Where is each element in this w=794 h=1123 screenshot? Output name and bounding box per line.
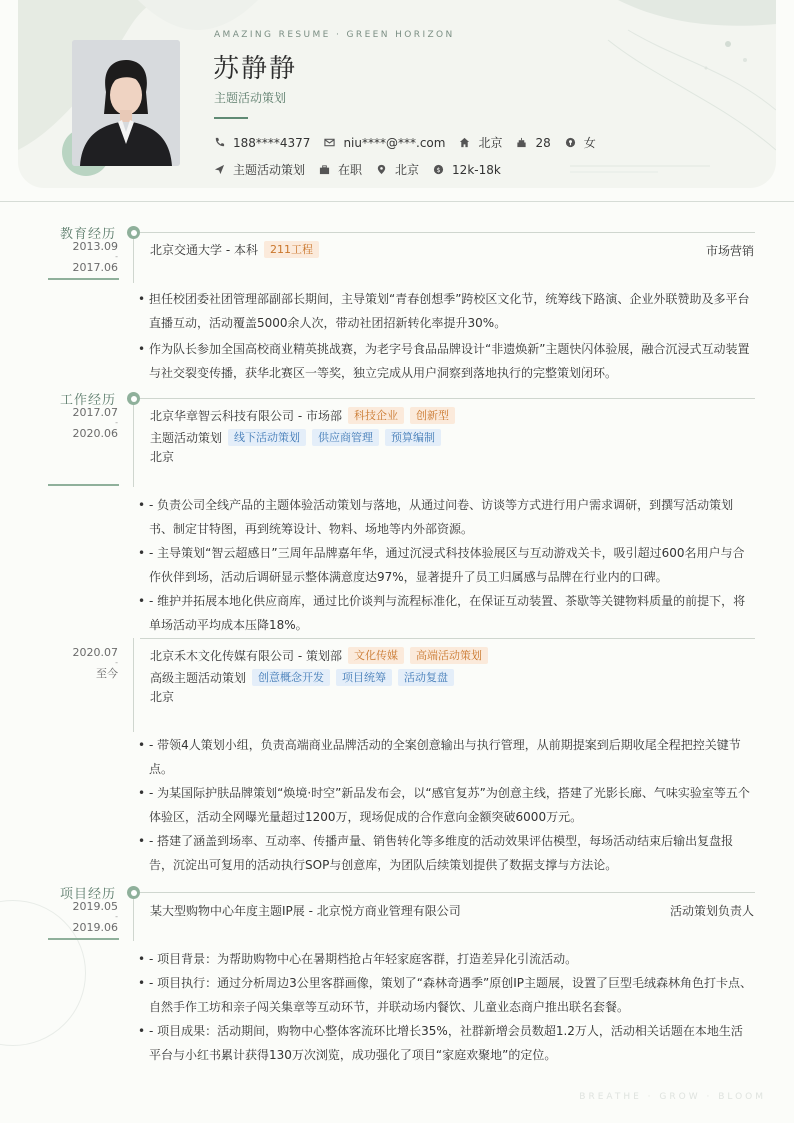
list-item: • - 项目成果：活动期间，购物中心整体客流环比增长35%，社群新增会员数超1.2万人，活动相关话题在本地生活平台与小红书累计获得130万次浏览，成功强化了项目“家庭欢聚地”的定位。 (138, 1019, 753, 1067)
list-item: • - 项目背景：为帮助购物中心在暑期档抢占年轻家庭客群，打造差异化引流活动。 (138, 947, 753, 971)
date-separator: - (115, 252, 118, 261)
timeline-hline (140, 638, 755, 639)
education-major: 市场营销 (705, 244, 754, 258)
phone-value: 188****4377 (233, 135, 311, 150)
intent-city-item (376, 161, 419, 178)
job1-bullets (138, 493, 753, 637)
cake-icon (516, 137, 527, 148)
date-separator: - (115, 658, 118, 667)
job2-date (48, 647, 118, 679)
job1-date (48, 407, 118, 439)
job1-role (150, 429, 441, 446)
list-item: • 担任校团委社团管理部副部长期间，主导策划“青春创想季”跨校区文化节，统筹线下路演、企业外联赞助及多平台直播互动，活动覆盖5000余人次，带动社团招新转化率提升30%。 (138, 287, 753, 335)
timeline-hline (140, 232, 755, 233)
age-value: 28 (535, 135, 551, 150)
company-name: 北京禾木文化传媒有限公司 - 策划部 (150, 649, 342, 663)
timeline-dot (127, 392, 140, 405)
job2-company (150, 647, 488, 664)
home-value: 北京 (478, 136, 503, 150)
job1-end: 2020.06 (72, 427, 118, 440)
list-item: • - 带领4人策划小组，负责高端商业品牌活动的全案创意输出与执行管理，从前期提案到后期收尾全程把控关键节点。 (138, 733, 753, 781)
header-divider (0, 201, 794, 202)
section-rule (48, 938, 119, 940)
education-school (150, 241, 319, 258)
location-icon (376, 164, 387, 175)
intent-salary-item (433, 163, 501, 177)
footer-watermark: BREATHE · GROW · BLOOM (579, 1092, 766, 1102)
list-item: • - 为某国际护肤品牌策划“焕境·时空”新品发布会，以“感官复苏”为创意主线，搭建了光影长廊、气味实验室等五个体验区，活动全网曝光量超过1200万，现场促成的合作意向金额突破6000万元。 (138, 781, 753, 829)
skill-tag: 供应商管理 (312, 429, 379, 446)
job-title: 主题活动策划 (214, 91, 287, 105)
project-date (48, 901, 118, 933)
list-item: • - 项目执行：通过分析周边3公里客群画像，策划了“森林奇遇季”原创IP主题展，设置了巨型毛绒森林角色打卡点、自然手作工坊和亲子闯关集章等互动环节，并联动场内餐饮、儿童业态商户推出联名套餐。 (138, 971, 753, 1019)
job1-company (150, 407, 455, 424)
timeline-vline (133, 405, 134, 487)
list-item: • - 主导策划“智云超感日”三周年品牌嘉年华，通过沉浸式科技体验展区与互动游戏关卡，吸引超过600名用户与合作伙伴到场，活动后调研显示整体满意度达97%，显著提升了员工归属感与品牌在行业内的口碑。 (138, 541, 753, 589)
intent-salary-value: 12k-18k (452, 162, 501, 177)
age-item (516, 136, 550, 150)
send-icon (214, 164, 225, 175)
skill-tag: 线下活动策划 (228, 429, 306, 446)
profile-photo (62, 40, 182, 180)
timeline-vline (133, 239, 134, 283)
list-item: • - 搭建了涵盖到场率、互动率、传播声量、销售转化等多维度的活动效果评估模型，每场活动结束后输出复盘报告，沉淀出可复用的活动执行SOP与创意库，为团队后续策划提供了数据支撑与方法论。 (138, 829, 753, 877)
project-end: 2019.06 (72, 921, 118, 934)
project-role: 活动策划负责人 (669, 904, 754, 918)
svg-text:$: $ (436, 165, 441, 174)
job2-bullets (138, 733, 753, 877)
email-value: niu****@***.com (343, 135, 446, 150)
section-rule (48, 278, 119, 280)
home-icon (459, 137, 470, 148)
job1-city: 北京 (150, 450, 175, 464)
list-item: • - 负责公司全线产品的主题体验活动策划与落地，从通过问卷、访谈等方式进行用户需求调研，到撰写活动策划书、制定甘特图，再到统筹设计、物料、场地等内外部资源。 (138, 493, 753, 541)
education-start: 2013.09 (72, 240, 118, 253)
candidate-name: 苏静静 (213, 54, 298, 84)
company-tag: 创新型 (410, 407, 455, 424)
intent-city-value: 北京 (395, 163, 420, 177)
job2-end: 至今 (96, 667, 118, 680)
project-name: 某大型购物中心年度主题IP展 - 北京悦方商业管理有限公司 (150, 904, 461, 918)
education-bullets (138, 287, 753, 385)
title-underline (214, 117, 248, 119)
school-name: 北京交通大学 - 本科 (150, 243, 258, 257)
job1-start: 2017.07 (72, 406, 118, 419)
job2-city: 北京 (150, 690, 175, 704)
timeline-vline (133, 638, 134, 732)
timeline-vline (133, 899, 134, 941)
phone-icon (214, 137, 225, 148)
list-item: • - 维护并拓展本地化供应商库，通过比价谈判与流程标准化，在保证互动装置、茶歇等关键物料质量的前提下，将单场活动平均成本压降18%。 (138, 589, 753, 637)
phone-item (214, 136, 310, 150)
skill-tag: 创意概念开发 (252, 669, 330, 686)
avatar (72, 40, 180, 166)
resume-tagline: AMAZING RESUME · GREEN HORIZON (214, 30, 455, 40)
mail-icon (324, 137, 335, 148)
role-name: 高级主题活动策划 (150, 671, 247, 685)
section-title-project: 项目经历 (60, 887, 117, 902)
contact-info-row (214, 134, 610, 151)
gender-value: 女 (583, 136, 596, 150)
timeline-dot (127, 226, 140, 239)
gender-icon (565, 137, 576, 148)
intent-position-value: 主题活动策划 (233, 163, 306, 177)
date-separator: - (115, 912, 118, 921)
education-date (48, 241, 118, 273)
company-name: 北京华章智云科技有限公司 - 市场部 (150, 409, 342, 423)
section-rule (48, 484, 119, 486)
date-separator: - (115, 418, 118, 427)
resume-header (0, 0, 794, 200)
job-intent-row (214, 161, 515, 178)
timeline-hline (140, 398, 755, 399)
skill-tag: 项目统筹 (336, 669, 392, 686)
home-item (459, 134, 502, 151)
role-name: 主题活动策划 (150, 431, 223, 445)
company-tag: 高端活动策划 (410, 647, 488, 664)
project-start: 2019.05 (72, 900, 118, 913)
email-item (324, 136, 445, 150)
job2-role (150, 669, 454, 686)
company-tag: 科技企业 (348, 407, 404, 424)
timeline-dot (127, 886, 140, 899)
intent-status-value: 在职 (338, 163, 363, 177)
section-title-education: 教育经历 (60, 227, 117, 242)
intent-position-item (214, 161, 305, 178)
section-title-work: 工作经历 (60, 393, 117, 408)
list-item: • 作为队长参加全国高校商业精英挑战赛，为老字号食品品牌设计“非遗焕新”主题快闪体验展，融合沉浸式互动装置与社交裂变传播，获华北赛区一等奖，独立完成从用户洞察到落地执行的完整策划闭环。 (138, 337, 753, 385)
salary-icon (433, 164, 444, 175)
timeline-hline (140, 892, 755, 893)
briefcase-icon (319, 164, 330, 175)
skill-tag: 活动复盘 (398, 669, 454, 686)
intent-status-item (319, 161, 362, 178)
gender-item (565, 134, 596, 151)
project-bullets (138, 947, 753, 1067)
education-end: 2017.06 (72, 261, 118, 274)
job2-start: 2020.07 (72, 646, 118, 659)
skill-tag: 预算编制 (385, 429, 441, 446)
company-tag: 文化传媒 (348, 647, 404, 664)
school-tag: 211工程 (264, 241, 319, 258)
